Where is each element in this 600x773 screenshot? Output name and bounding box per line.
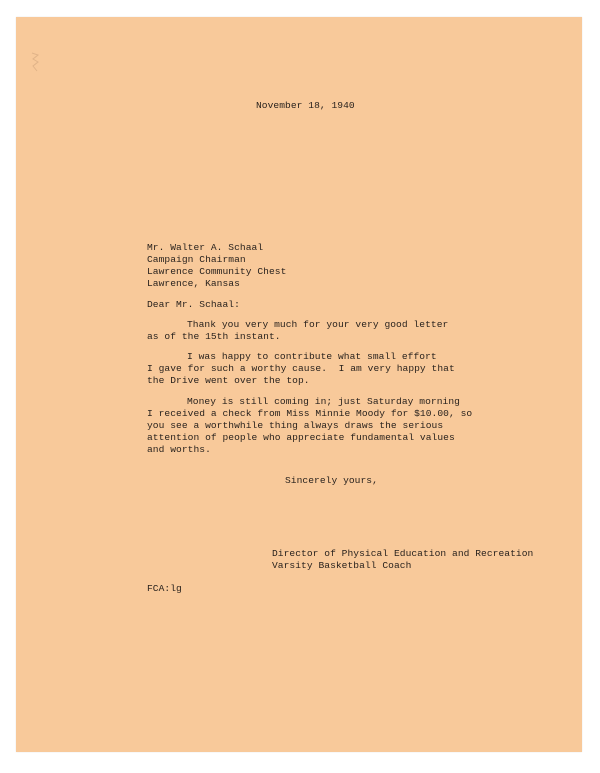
paragraph-2-line-1: I was happy to contribute what small effort	[187, 351, 437, 362]
paragraph-3-line-4: attention of people who appreciate fundamental values	[147, 432, 455, 443]
paragraph-2-line-3: the Drive went over the top.	[147, 375, 310, 386]
closing: Sincerely yours,	[285, 475, 378, 486]
salutation: Dear Mr. Schaal:	[147, 299, 240, 310]
signature-title-line-2: Varsity Basketball Coach	[272, 560, 412, 571]
paragraph-3-line-5: and worths.	[147, 444, 211, 455]
address-line-1: Mr. Walter A. Schaal	[147, 242, 264, 253]
address-line-2: Campaign Chairman	[147, 254, 246, 265]
address-line-3: Lawrence Community Chest	[147, 266, 287, 277]
paragraph-1-line-1: Thank you very much for your very good letter	[187, 319, 449, 330]
paragraph-3-line-3: you see a worthwhile thing always draws the serious	[147, 420, 444, 431]
signature-title-line-1: Director of Physical Education and Recreation	[272, 548, 534, 559]
reference-initials: FCA:lg	[147, 583, 182, 594]
letter-date: November 18, 1940	[256, 100, 355, 111]
faint-stamp-mark	[30, 51, 40, 73]
letter-page	[16, 17, 582, 752]
paragraph-1-line-2: as of the 15th instant.	[147, 331, 281, 342]
paragraph-3-line-2: I received a check from Miss Minnie Moody for $10.00, so	[147, 408, 473, 419]
paragraph-2-line-2: I gave for such a worthy cause. I am very happy that	[147, 363, 455, 374]
address-line-4: Lawrence, Kansas	[147, 278, 240, 289]
paragraph-3-line-1: Money is still coming in; just Saturday morning	[187, 396, 460, 407]
